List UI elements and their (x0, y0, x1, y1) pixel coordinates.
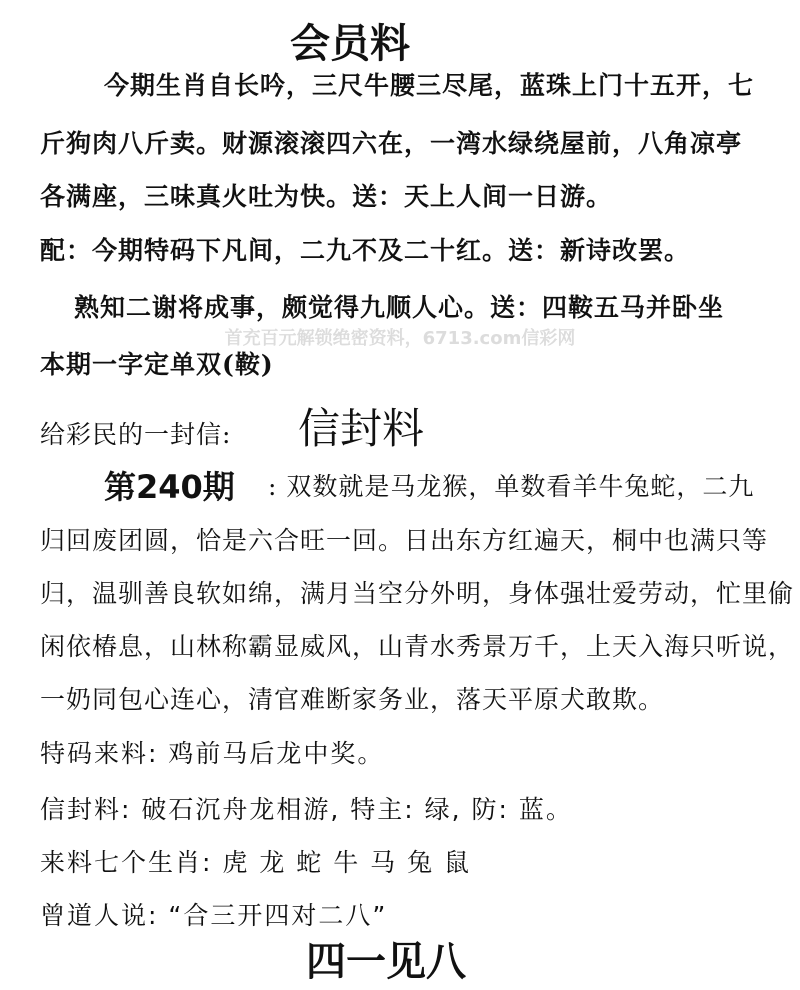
letter-line-3: 归，温驯善良软如绵，满月当空分外明，身体强壮爱劳动，忙里偷 (40, 579, 795, 608)
member-line-5: 熟知二谢将成事，颇觉得九顺人心。送：四鞍五马并卧坐 (74, 293, 725, 322)
member-title: 会员料 (290, 21, 410, 67)
envelope-line: 信封料: 破石沉舟龙相游, 特主: 绿, 防: 蓝。 (40, 795, 573, 824)
member-line-1: 今期生肖自长吟，三尺牛腰三尽尾，蓝珠上门十五开，七 (104, 71, 755, 100)
letter-line-2: 归回废团圆，恰是六合旺一回。日出东方红遍天，桐中也满只等 (40, 526, 769, 555)
seven-zodiac: 来料七个生肖: 虎 龙 蛇 牛 马 兔 鼠 (40, 848, 472, 877)
final-phrase: 四一见八 (306, 939, 466, 985)
member-line-3: 各满座，三味真火吐为快。送：天上人间一日游。 (40, 182, 613, 211)
member-line-4: 配：今期特码下凡间，二九不及二十红。送：新诗改罢。 (40, 236, 691, 265)
letter-title: 信封料 (298, 404, 425, 453)
watermark: 首充百元解锁绝密资料，6713.com信彩网 (224, 328, 576, 349)
letter-prefix: 给彩民的一封信: (40, 420, 232, 449)
taoist-saying: 曾道人说: “合三开四对二八” (40, 901, 388, 930)
letter-line-5: 一奶同包心连心，清官难断家务业，落天平原犬敢欺。 (40, 685, 665, 714)
special-source: 特码来料: 鸡前马后龙中奖。 (40, 739, 385, 768)
letter-line-4: 闲依椿息，山林称霸显威风，山青水秀景万千，上天入海只听说， (40, 632, 795, 661)
member-line-6: 本期一字定单双(鞍) (40, 350, 274, 379)
member-line-2: 斤狗肉八斤卖。财源滚滚四六在，一湾水绿绕屋前，八角凉亭 (40, 129, 743, 158)
issue-number: 第240期 (104, 468, 235, 506)
letter-line-1: : 双数就是马龙猴，单数看羊牛兔蛇，二九 (268, 472, 755, 501)
